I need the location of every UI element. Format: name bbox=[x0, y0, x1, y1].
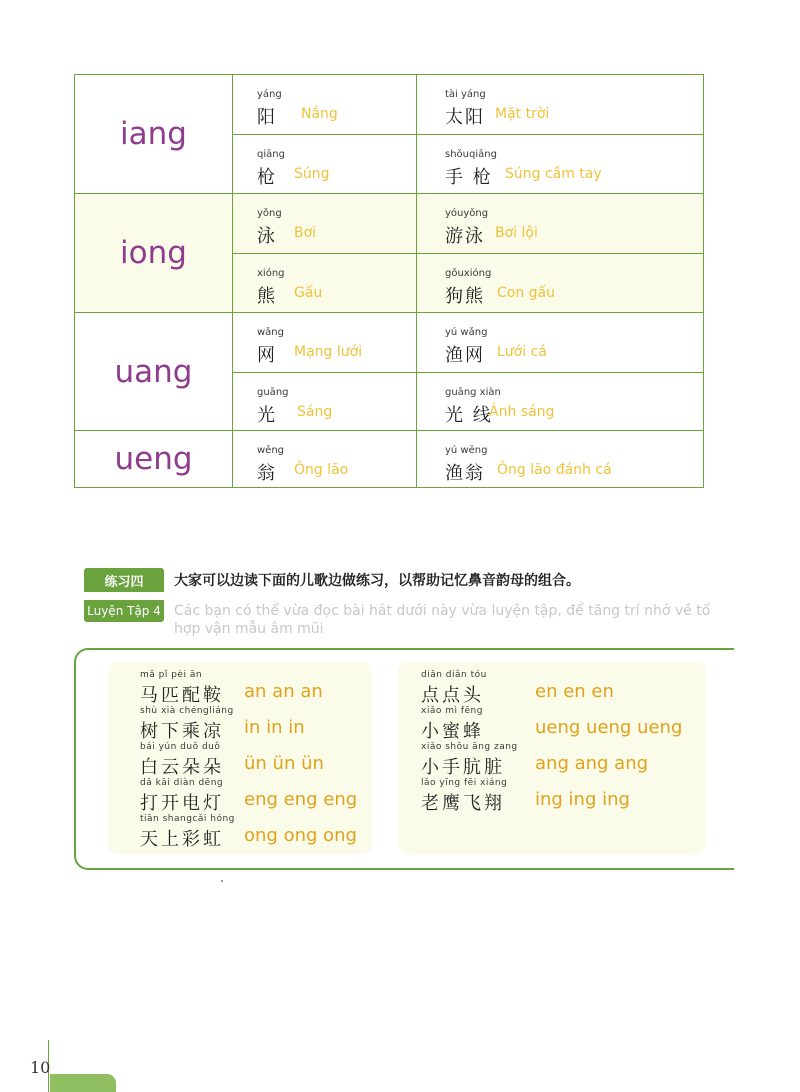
pinyin: shǒuqiāng bbox=[445, 149, 497, 160]
rhyme-sound: in in in bbox=[244, 717, 305, 738]
pinyin: xióng bbox=[257, 268, 285, 279]
vietnamese-meaning: Bơi lội bbox=[495, 225, 538, 241]
rhyme-sound: en en en bbox=[535, 681, 614, 702]
rhyme-sound: eng eng eng bbox=[244, 789, 358, 810]
page-tab bbox=[50, 1074, 116, 1092]
chinese-word: 网 bbox=[257, 345, 277, 366]
chinese-word: 渔翁 bbox=[445, 463, 485, 484]
rhyme-chinese: 马匹配鞍 bbox=[140, 685, 224, 706]
vietnamese-meaning: Gấu bbox=[294, 285, 323, 301]
rhyme-chinese: 天上彩虹 bbox=[140, 829, 224, 850]
pinyin: yú wēng bbox=[445, 445, 488, 456]
vietnamese-meaning: Ánh sáng bbox=[489, 404, 555, 420]
rhyme-line bbox=[140, 778, 224, 815]
exercise-badge-zh: 练习四 bbox=[84, 568, 164, 592]
vocab-cell bbox=[232, 253, 417, 313]
vocab-cell bbox=[417, 75, 703, 134]
rhyme-chinese: 点点头 bbox=[421, 685, 484, 706]
exercise-instruction-vi: Các bạn có thể vừa đọc bài hát dưới này vừa luyện tập, để tăng trí nhớ về tổ hợp vận mẫu âm mũi bbox=[174, 603, 711, 637]
pinyin: guāng bbox=[257, 387, 289, 398]
rime-label: iong bbox=[75, 194, 233, 312]
group-iang bbox=[75, 75, 703, 193]
vocab-cell bbox=[417, 313, 703, 372]
rhyme-pinyin: dǎ kāi diàn dēng bbox=[140, 778, 224, 788]
vocab-cell bbox=[232, 372, 417, 431]
vocab-cell bbox=[232, 194, 417, 253]
rhyme-line bbox=[421, 706, 484, 743]
vocab-table bbox=[74, 74, 704, 488]
vietnamese-meaning: Ông lão bbox=[294, 462, 349, 478]
rhyme-pinyin: lǎo yīng fēi xiáng bbox=[421, 778, 508, 788]
vietnamese-meaning: Lưới cá bbox=[497, 344, 547, 360]
pinyin: wǎng bbox=[257, 327, 284, 338]
rhyme-line bbox=[140, 742, 224, 779]
pinyin: tài yáng bbox=[445, 89, 486, 100]
pinyin: yóuyǒng bbox=[445, 208, 489, 219]
chinese-word: 光 线 bbox=[445, 405, 493, 426]
page-number: 10 bbox=[30, 1058, 51, 1077]
exercise-badge-vi: Luyện Tập 4 bbox=[84, 600, 164, 622]
pinyin: gǒuxióng bbox=[445, 268, 492, 279]
chinese-word: 熊 bbox=[257, 286, 277, 307]
vocab-cell bbox=[417, 431, 703, 488]
rhyme-pinyin: xiǎo shǒu āng zang bbox=[421, 742, 518, 752]
rhyme-pinyin: xiǎo mì fēng bbox=[421, 706, 483, 716]
group-ueng bbox=[75, 430, 703, 487]
stray-mark bbox=[221, 880, 223, 882]
rhyme-sound: ueng ueng ueng bbox=[535, 717, 683, 738]
vocab-cell bbox=[417, 194, 703, 253]
rhyme-chinese: 老鹰飞翔 bbox=[421, 793, 505, 814]
vietnamese-meaning: Con gấu bbox=[497, 285, 556, 301]
vocab-cell bbox=[417, 253, 703, 313]
chinese-word: 游泳 bbox=[445, 226, 485, 247]
rhyme-chinese: 小手肮脏 bbox=[421, 757, 505, 778]
chinese-word: 渔网 bbox=[445, 345, 485, 366]
pinyin: guāng xiàn bbox=[445, 387, 501, 398]
vocab-cell bbox=[417, 134, 703, 193]
rhyme-line bbox=[140, 814, 235, 851]
rhyme-pinyin: tiān shangcǎi hóng bbox=[140, 814, 235, 824]
vocab-cell bbox=[232, 431, 417, 488]
rhyme-sound: ün ün ün bbox=[244, 753, 324, 774]
vocab-cell bbox=[232, 75, 417, 134]
vietnamese-meaning: Súng cầm tay bbox=[505, 166, 602, 182]
rhyme-sound: ing ing ing bbox=[535, 789, 630, 810]
vocab-cell bbox=[232, 134, 417, 193]
rhyme-line bbox=[421, 778, 507, 815]
vietnamese-meaning: Bơi bbox=[294, 225, 317, 241]
chinese-word: 枪 bbox=[257, 167, 277, 188]
rhyme-line bbox=[140, 706, 234, 743]
rhyme-pinyin: diǎn diǎn tóu bbox=[421, 670, 487, 680]
vietnamese-meaning: Sáng bbox=[297, 404, 333, 420]
pinyin: yáng bbox=[257, 89, 282, 100]
rhyme-line bbox=[140, 670, 224, 707]
rhyme-chinese: 树下乘凉 bbox=[140, 721, 224, 742]
rhyme-pinyin: bái yún duǒ duǒ bbox=[140, 742, 221, 752]
chinese-word: 光 bbox=[257, 405, 277, 426]
rhyme-chinese: 白云朵朵 bbox=[140, 757, 224, 778]
group-iong bbox=[75, 193, 703, 312]
pinyin: wēng bbox=[257, 445, 285, 456]
rime-label: uang bbox=[75, 313, 233, 430]
vietnamese-meaning: Ông lão đánh cá bbox=[497, 462, 612, 478]
chinese-word: 狗熊 bbox=[445, 286, 485, 307]
vietnamese-meaning: Súng bbox=[294, 166, 330, 182]
chinese-word: 泳 bbox=[257, 226, 277, 247]
rhyme-chinese: 打开电灯 bbox=[140, 793, 224, 814]
rhyme-pinyin: shù xià chéngliáng bbox=[140, 706, 234, 716]
rhyme-pinyin: mǎ pǐ pèi ān bbox=[140, 670, 203, 680]
rhyme-chinese: 小蜜蜂 bbox=[421, 721, 484, 742]
vietnamese-meaning: Nắng bbox=[301, 106, 338, 122]
vietnamese-meaning: Mạng lưới bbox=[294, 344, 363, 360]
vocab-cell bbox=[417, 372, 703, 431]
rhyme-line bbox=[421, 742, 518, 779]
rime-label: ueng bbox=[75, 431, 233, 487]
rime-label: iang bbox=[75, 75, 233, 193]
pinyin: yú wǎng bbox=[445, 327, 488, 338]
chinese-word: 手 枪 bbox=[445, 167, 493, 188]
pinyin: yǒng bbox=[257, 208, 282, 219]
chinese-word: 阳 bbox=[257, 107, 277, 128]
vocab-cell bbox=[232, 313, 417, 372]
rhyme-sound: ong ong ong bbox=[244, 825, 357, 846]
pinyin: qiāng bbox=[257, 149, 285, 160]
chinese-word: 翁 bbox=[257, 463, 277, 484]
chinese-word: 太阳 bbox=[445, 107, 485, 128]
group-uang bbox=[75, 312, 703, 430]
rhyme-line bbox=[421, 670, 487, 707]
rhyme-sound: ang ang ang bbox=[535, 753, 649, 774]
exercise-instruction-zh: 大家可以边读下面的儿歌边做练习，以帮助记忆鼻音韵母的组合。 bbox=[174, 573, 580, 589]
rhyme-sound: an an an bbox=[244, 681, 323, 702]
vietnamese-meaning: Mặt trời bbox=[495, 106, 550, 122]
